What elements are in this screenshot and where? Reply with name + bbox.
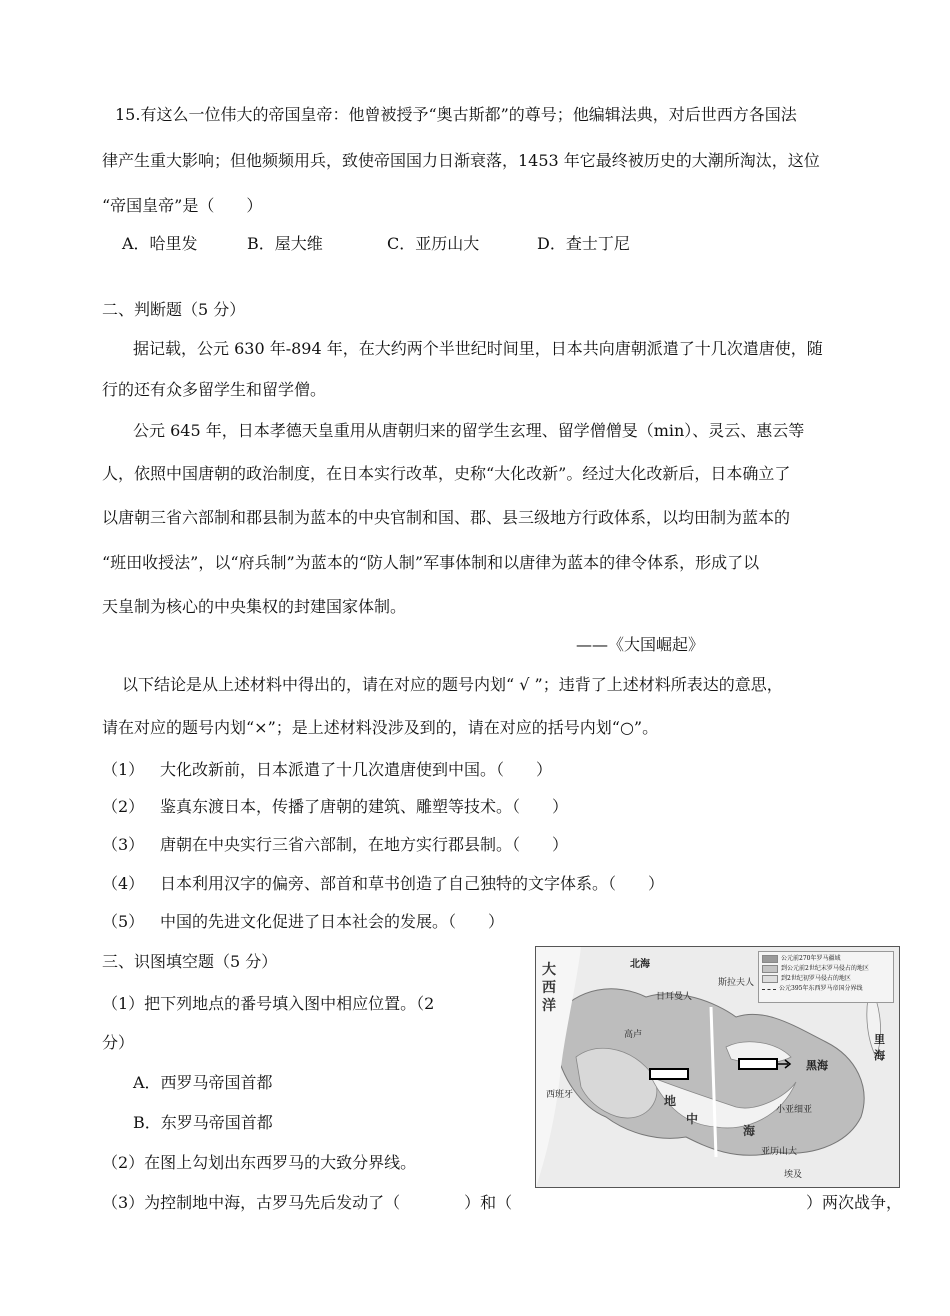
item-number: （3） xyxy=(102,835,145,854)
s3-q2: （2）在图上勾划出东西罗马的大致分界线。 xyxy=(102,1153,417,1172)
option-b: B．屋大维 xyxy=(247,234,323,253)
s3-q1-line2: 分） xyxy=(102,1033,135,1052)
q15-options xyxy=(122,234,630,254)
legend-item: 到2世纪初罗马侵占的地区 xyxy=(762,974,890,984)
judge-item-4 xyxy=(102,874,664,894)
item-number: （4） xyxy=(102,874,145,893)
legend-item: 公元前270年罗马疆域 xyxy=(762,954,890,964)
para2-line3: 以唐朝三省六部制和郡县制为蓝本的中央官制和国、郡、县三级地方行政体系，以均田制为蓝本的 xyxy=(102,508,791,527)
label-germanic: 日耳曼人 xyxy=(656,992,693,1002)
instruction-line1: 以下结论是从上述材料中得出的，请在对应的题号内划“ √ ”；违背了上述材料所表达的意思， xyxy=(122,675,783,694)
para2-line5: 天皇制为核心的中央集权的封建国家体制。 xyxy=(102,597,407,616)
para2-line2: 人，依照中国唐朝的政治制度，在日本实行改革，史称“大化改新”。经过大化改新后，日本确立了 xyxy=(102,464,791,483)
instruction-line2: 请在对应的题号内划“×”；是上述材料没涉及到的，请在对应的括号内划“○”。 xyxy=(102,718,659,737)
item-number: （2） xyxy=(102,797,145,816)
item-text: 中国的先进文化促进了日本社会的发展。（ ） xyxy=(160,912,505,931)
label-med-3: 海 xyxy=(743,1124,756,1138)
judge-item-5 xyxy=(102,912,504,932)
roman-empire-map xyxy=(535,946,900,1188)
label-egypt: 埃及 xyxy=(784,1170,803,1180)
s3-q3-part2: ）两次战争， xyxy=(806,1193,903,1212)
label-alexandria: 亚历山大 xyxy=(761,1147,798,1157)
judge-item-1 xyxy=(102,760,552,780)
s3-q1-line1: （1）把下列地点的番号填入图中相应位置。（2 xyxy=(102,994,435,1013)
option-c: C．亚历山大 xyxy=(387,234,480,253)
option-d: D．查士丁尼 xyxy=(537,234,630,253)
legend-item: 到公元前2世纪末罗马侵占的地区 xyxy=(762,964,890,974)
label-black-sea: 黑海 xyxy=(806,1059,828,1072)
section3-heading: 三、识图填空题（5 分） xyxy=(102,952,278,971)
q15-line3: “帝国皇帝”是（ ） xyxy=(102,196,263,215)
label-north-sea: 北海 xyxy=(630,959,650,970)
map-legend xyxy=(758,951,894,1003)
s3-option-b: B．东罗马帝国首都 xyxy=(133,1113,273,1132)
s3-option-a: A．西罗马帝国首都 xyxy=(133,1073,273,1092)
item-number: （5） xyxy=(102,912,145,931)
item-number: （1） xyxy=(102,760,145,779)
para2-line1: 公元 645 年，日本孝德天皇重用从唐朝归来的留学生玄理、留学僧僧旻（min）、灵云、惠云等 xyxy=(133,421,805,440)
answer-box-west xyxy=(650,1069,688,1079)
judge-item-2 xyxy=(102,797,568,817)
para1-line1: 据记载，公元 630 年-894 年，在大约两个半世纪时间里，日本共向唐朝派遣了十几次遣唐使，随 xyxy=(133,339,823,358)
legend-item: 公元395年东西罗马帝国分界线 xyxy=(762,984,890,994)
q15-line2: 律产生重大影响；但他频频用兵，致使帝国国力日渐衰落，1453 年它最终被历史的大潮所淘汰，这位 xyxy=(102,151,820,170)
label-med-1: 地 xyxy=(664,1094,677,1108)
label-med-2: 中 xyxy=(686,1112,699,1126)
answer-box-east xyxy=(739,1059,777,1069)
item-text: 日本利用汉字的偏旁、部首和草书创造了自己独特的文字体系。（ ） xyxy=(160,874,665,893)
item-text: 大化改新前，日本派遣了十几次遣唐使到中国。（ ） xyxy=(160,760,553,779)
label-asia-minor: 小亚细亚 xyxy=(776,1105,813,1115)
item-text: 唐朝在中央实行三省六部制，在地方实行郡县制。（ ） xyxy=(160,835,569,854)
label-hispania: 西班牙 xyxy=(546,1090,574,1100)
q15-line1: 15.有这么一位伟大的帝国皇帝：他曾被授予“奥古斯都”的尊号；他编辑法典，对后世西方各国法 xyxy=(115,105,797,124)
source-citation: ——《大国崛起》 xyxy=(576,635,705,654)
label-slavs: 斯拉夫人 xyxy=(718,978,755,988)
label-atlantic: 大西洋 xyxy=(542,962,556,1014)
judge-item-3 xyxy=(102,835,568,855)
label-gaul: 高卢 xyxy=(624,1030,643,1040)
option-a: A．哈里发 xyxy=(122,234,198,253)
para1-line2: 行的还有众多留学生和留学僧。 xyxy=(102,380,327,399)
para2-line4: “班田收授法”，以“府兵制”为蓝本的“防人制”军事体制和以唐律为蓝本的律令体系，形成了以 xyxy=(102,553,760,572)
section2-heading: 二、判断题（5 分） xyxy=(102,300,246,319)
label-caspian: 里海 xyxy=(874,1033,885,1062)
s3-q3-part1: （3）为控制地中海，古罗马先后发动了（ ）和（ xyxy=(102,1193,513,1212)
item-text: 鉴真东渡日本，传播了唐朝的建筑、雕塑等技术。（ ） xyxy=(160,797,569,816)
